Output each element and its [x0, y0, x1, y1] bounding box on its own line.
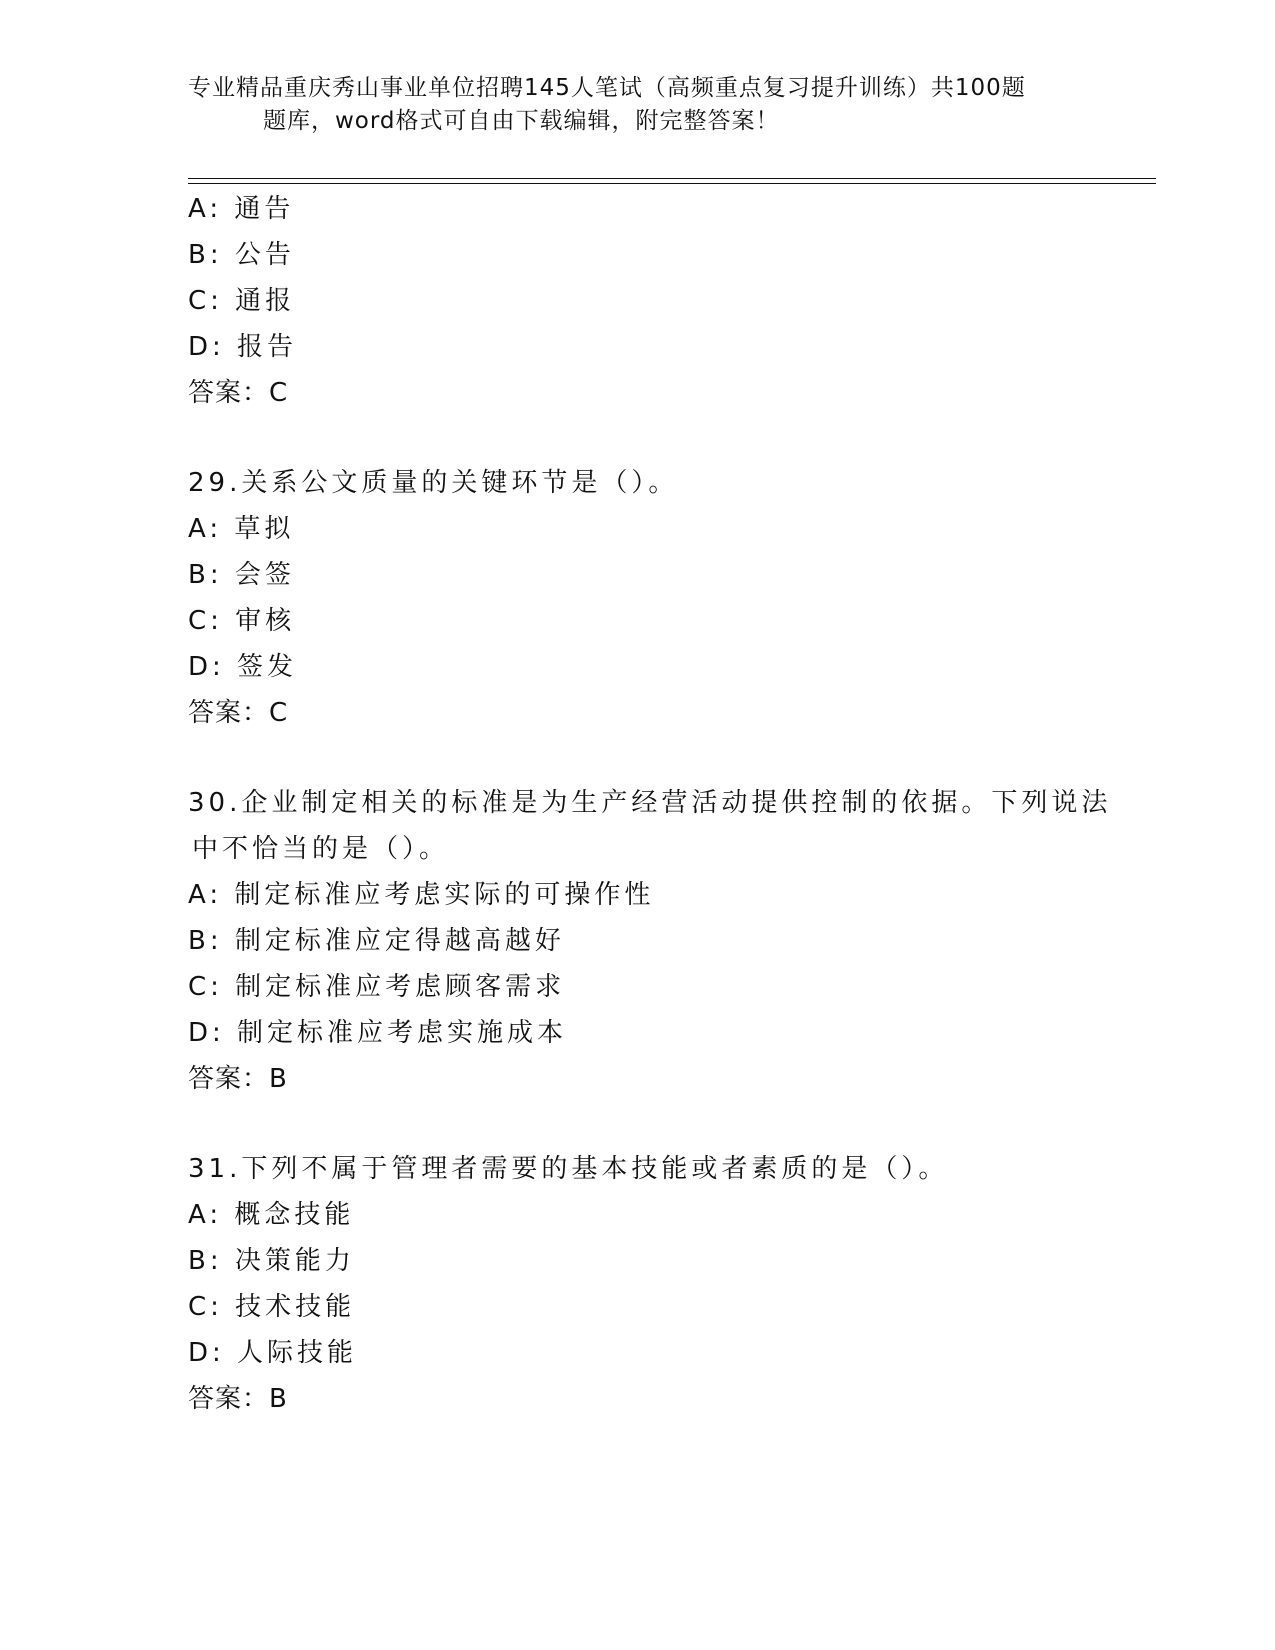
option-d: D: 制定标准应考虑实施成本	[188, 1018, 568, 1048]
answer-line: 答案：B	[188, 1064, 288, 1094]
header-divider-top	[188, 178, 1156, 179]
option-d: D: 签发	[188, 652, 298, 682]
option-a: A: 概念技能	[188, 1200, 355, 1230]
option-c: C: 审核	[188, 606, 296, 636]
question-29	[188, 460, 1088, 736]
document-header	[188, 72, 1088, 138]
option-d: D: 人际技能	[188, 1338, 358, 1368]
question-spacer	[188, 1102, 1088, 1146]
option-c: C: 技术技能	[188, 1292, 356, 1322]
option-c: C: 通报	[188, 286, 296, 316]
question-stem: 29.关系公文质量的关键环节是（）。	[188, 468, 679, 498]
option-d: D: 报告	[188, 332, 298, 362]
question-31	[188, 1146, 1088, 1422]
question-list	[188, 186, 1112, 1422]
header-title-line2: 题库，word格式可自由下载编辑，附完整答案！	[263, 108, 780, 134]
option-a: A: 通告	[188, 194, 295, 224]
question-spacer	[188, 736, 1088, 780]
answer-line: 答案：C	[188, 378, 289, 408]
answer-line: 答案：C	[188, 698, 289, 728]
option-b: B: 公告	[188, 240, 295, 270]
header-divider-bottom	[188, 183, 1156, 184]
option-a: A: 制定标准应考虑实际的可操作性	[188, 880, 655, 910]
option-b: B: 制定标准应定得越高越好	[188, 926, 565, 956]
question-28	[188, 186, 1088, 416]
question-spacer	[188, 416, 1088, 460]
question-stem-line2: 中不恰当的是（）。	[192, 834, 450, 864]
option-c: C: 制定标准应考虑顾客需求	[188, 972, 566, 1002]
question-stem: 31.下列不属于管理者需要的基本技能或者素质的是（）。	[188, 1154, 949, 1184]
question-stem-line1: 30.企业制定相关的标准是为生产经营活动提供控制的依据。下列说法	[188, 788, 1112, 818]
option-b: B: 会签	[188, 560, 295, 590]
question-30	[188, 780, 1112, 1102]
option-a: A: 草拟	[188, 514, 295, 544]
header-title-line1: 专业精品重庆秀山事业单位招聘145人笔试（高频重点复习提升训练）共100题	[188, 75, 1026, 101]
option-b: B: 决策能力	[188, 1246, 355, 1276]
answer-line: 答案：B	[188, 1384, 288, 1414]
